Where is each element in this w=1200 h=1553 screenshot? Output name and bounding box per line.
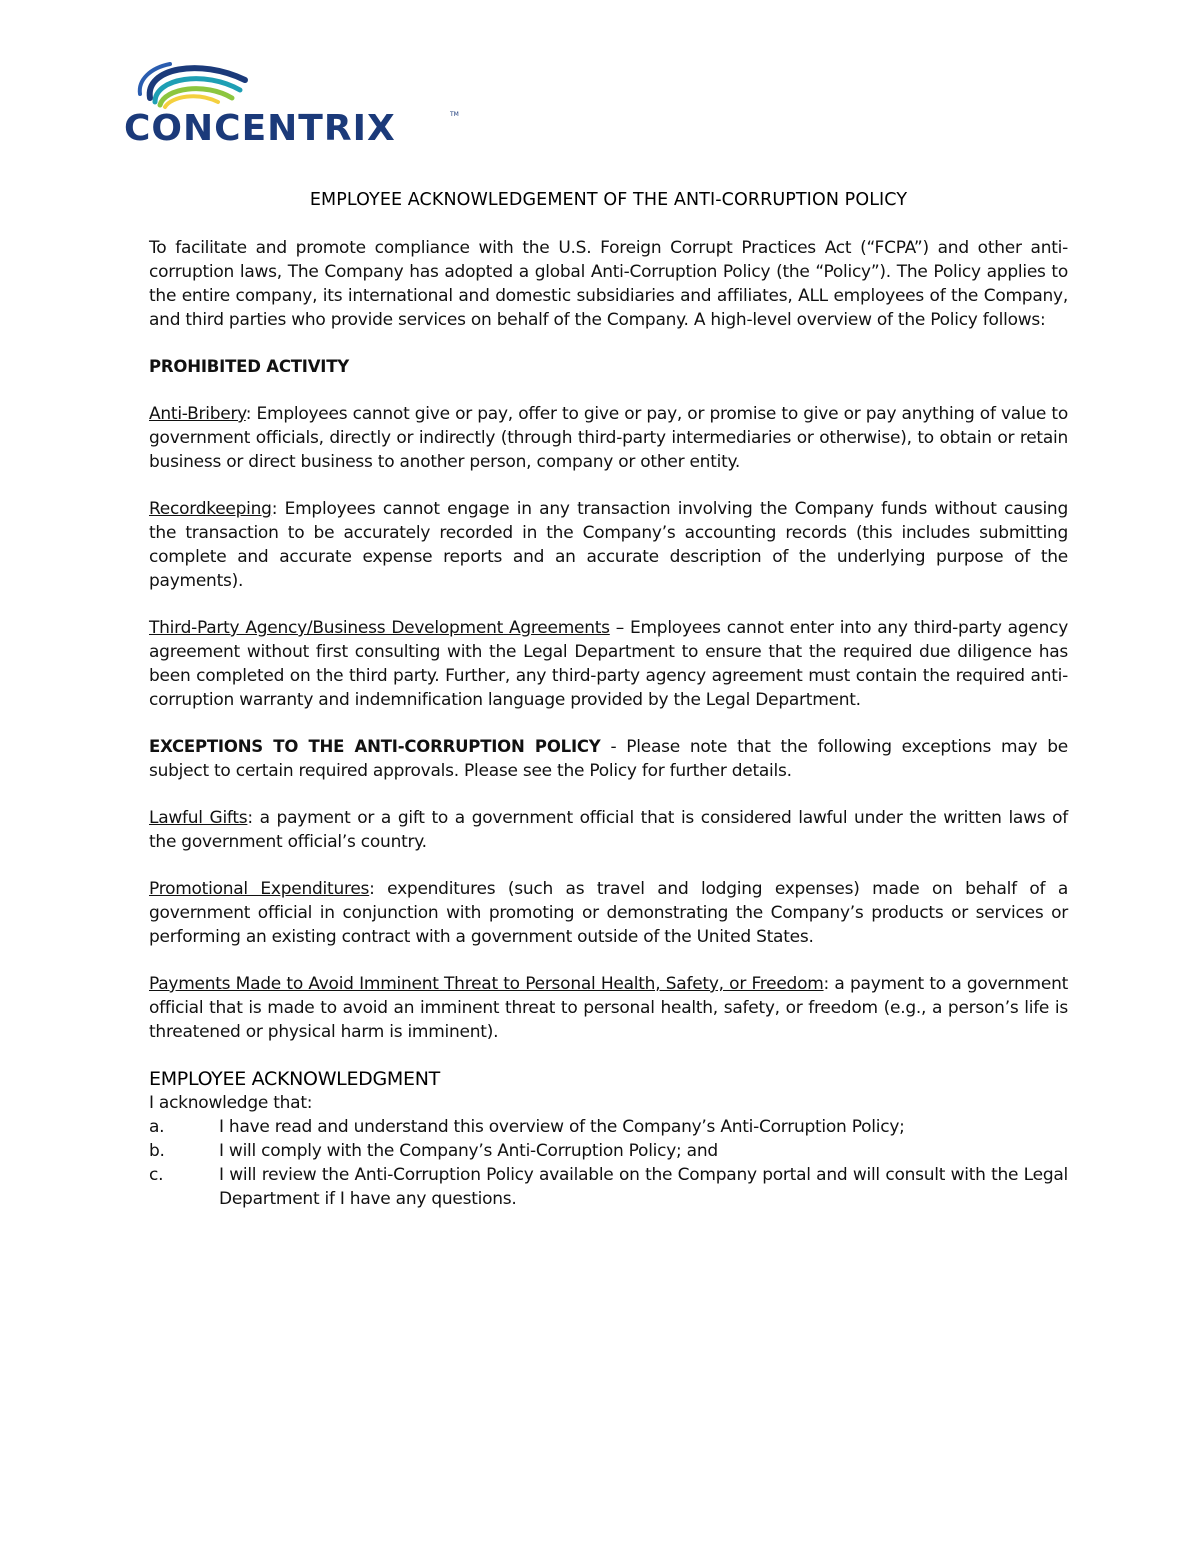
list-marker: a. [149,1117,165,1137]
acknowledgment-heading: EMPLOYEE ACKNOWLEDGMENT [149,1068,440,1090]
document-body [149,188,1068,1211]
imminent-threat-paragraph [149,972,1068,1044]
list-marker: b. [149,1141,165,1161]
imminent-threat-text: : a payment to a government official that is made to avoid an imminent threat to personal health, safety, or freedom (e.g., a person’s life is threatened or physical harm is imminent). [149,974,1069,1042]
third-party-term: Third-Party Agency/Business Development Agreements [149,618,610,638]
lawful-gifts-paragraph [149,806,1068,854]
lawful-gifts-text: : a payment or a gift to a government official that is considered lawful under the written laws of the government official’s country. [149,808,1068,852]
list-item-text: I will comply with the Company’s Anti-Corruption Policy; and [219,1141,718,1161]
exceptions-text: - Please note that the following exceptions may be subject to certain required approvals. Please see the Policy for further details. [149,737,1068,781]
list-item [149,1115,1068,1139]
anti-bribery-text: : Employees cannot give or pay, offer to give or pay, or promise to give or pay anything of value to government officials, directly or indirectly (through third-party intermediaries or otherwise), to obtain or retain business or direct business to another person, company or other entity. [149,404,1068,472]
recordkeeping-paragraph [149,497,1068,593]
list-item-text: I have read and understand this overview of the Company’s Anti-Corruption Policy; [219,1117,905,1137]
intro-paragraph: To facilitate and promote compliance with the U.S. Foreign Corrupt Practices Act (“FCPA”) and other anti-corruption laws, The Company has adopted a global Anti-Corruption Policy (the “Policy”). The Policy applies to the entire company, its international and domestic subsidiaries and affiliates, ALL employees of the Company, and third parties who provide services on behalf of the Company. A high-level overview of the Policy follows: [149,238,1068,330]
exceptions-paragraph [149,735,1068,783]
exceptions-heading: EXCEPTIONS TO THE ANTI-CORRUPTION POLICY [149,737,601,756]
recordkeeping-text: : Employees cannot engage in any transaction involving the Company funds without causing the transaction to be accurately recorded in the Company’s accounting records (this includes submitting complete and accurate expense reports and an accurate description of the underlying purpose of the payments). [149,499,1068,591]
third-party-text: – Employees cannot enter into any third-party agency agreement without first consulting with the Legal Department to ensure that the required due diligence has been completed on the third party. Further, any third-party agency agreement must contain the required anti-corruption warranty and indemnification language provided by the Legal Department. [149,618,1068,710]
prohibited-heading: PROHIBITED ACTIVITY [149,357,350,376]
imminent-threat-term: Payments Made to Avoid Imminent Threat to Personal Health, Safety, or Freedom [149,974,824,994]
list-item [149,1139,1068,1163]
list-marker: c. [149,1165,164,1185]
anti-bribery-term: Anti-Bribery [149,404,246,424]
recordkeeping-term: Recordkeeping [149,499,272,519]
lawful-gifts-term: Lawful Gifts [149,808,248,828]
logo-trademark: TM [450,111,459,118]
promotional-term: Promotional Expenditures [149,879,370,899]
promotional-text: : expenditures (such as travel and lodging expenses) made on behalf of a government official in conjunction with promoting or demonstrating the Company’s products or services or performing an existing contract with a government outside of the United States. [149,879,1068,947]
acknowledgment-lead: I acknowledge that: [149,1093,313,1113]
anti-bribery-paragraph [149,402,1068,474]
concentrix-logo [120,58,460,148]
logo-wordmark: CONCENTRIX [124,108,396,148]
acknowledgment-list [149,1115,1068,1211]
list-item [149,1163,1068,1211]
promotional-paragraph [149,877,1068,949]
third-party-paragraph [149,616,1068,712]
list-item-text: I will review the Anti-Corruption Policy available on the Company portal and will consult with the Legal Department if I have any questions. [219,1165,1068,1209]
document-title: EMPLOYEE ACKNOWLEDGEMENT OF THE ANTI-CORRUPTION POLICY [309,190,908,210]
